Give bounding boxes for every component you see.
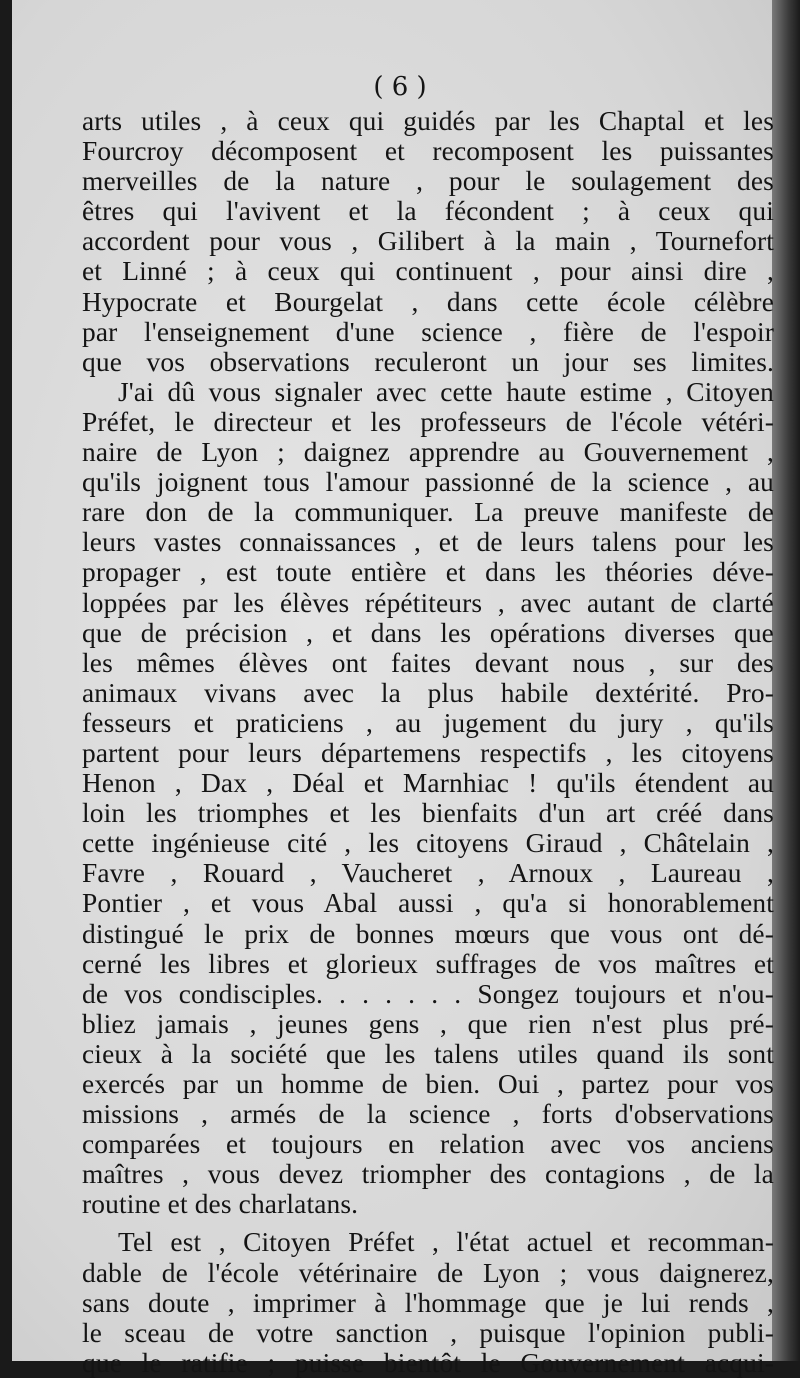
text-line: le sceau de votre sanction , puisque l'opinion publi-	[82, 1317, 774, 1348]
text-line: Préfet, le directeur et les professeurs de l'école vétéri-	[82, 406, 774, 437]
text-line: exercés par un homme de bien. Oui , partez pour vos	[82, 1069, 774, 1099]
text-line: dable de l'école vétérinaire de Lyon ; vous daignerez,	[82, 1257, 774, 1288]
text-line: cerné les libres et glorieux suffrages de vos maîtres et	[82, 948, 774, 979]
text-line: Fourcroy décomposent et recomposent les puissantes	[82, 136, 774, 167]
paragraph-2	[82, 377, 774, 1220]
text-line: les mêmes élèves ont faites devant nous , sur des	[82, 647, 774, 678]
text-line: de vos condisciples. . . . . . . Songez toujours et n'ou-	[82, 978, 774, 1009]
text-line: Pontier , et vous Abal aussi , qu'a si honorablement	[82, 888, 774, 919]
text-line: missions , armés de la science , forts d'observations	[82, 1099, 774, 1130]
text-line: merveilles de la nature , pour le soulagement des	[82, 166, 774, 197]
text-line: distingué le prix de bonnes mœurs que vous ont dé-	[82, 918, 774, 949]
text-line: rare don de la communiquer. La preuve manifeste de	[82, 497, 774, 528]
text-line: maîtres , vous devez triompher des contagions , de la	[82, 1159, 774, 1190]
text-line: sans doute , imprimer à l'hommage que je lui rends ,	[82, 1287, 774, 1318]
text-line: Tel est , Citoyen Préfet , l'état actuel et recomman-	[118, 1227, 774, 1258]
text-line: arts utiles , à ceux qui guidés par les Chaptal et les	[82, 106, 774, 136]
text-line: et Linné ; à ceux qui continuent , pour ainsi dire ,	[82, 256, 774, 287]
text-line: propager , est toute entière et dans les théories déve-	[82, 557, 774, 588]
text-line: comparées et toujours en relation avec vos anciens	[82, 1129, 774, 1160]
text-line: loin les triomphes et les bienfaits d'un art créé dans	[82, 798, 774, 829]
page-edge-shadow	[772, 0, 800, 1361]
page-number: ( 6 )	[373, 72, 427, 102]
text-line: J'ai dû vous signaler avec cette haute estime , Citoyen	[118, 376, 774, 407]
paragraph-1	[82, 106, 774, 377]
body-text	[82, 106, 774, 1378]
text-line: que vos observations reculeront un jour ses limites.	[82, 346, 774, 377]
text-line: que de précision , et dans les opérations diverses que	[82, 617, 774, 648]
text-line: accordent pour vous , Gilibert à la main , Tournefort	[82, 226, 774, 257]
text-line: animaux vivans avec la plus habile dextérité. Pro-	[82, 677, 774, 708]
text-line: bliez jamais , jeunes gens , que rien n'est plus pré-	[82, 1008, 774, 1039]
text-line: Hypocrate et Bourgelat , dans cette école célèbre	[82, 286, 774, 317]
text-line: naire de Lyon ; daignez apprendre au Gouvernement ,	[82, 437, 774, 468]
text-line: Favre , Rouard , Vaucheret , Arnoux , Laureau ,	[82, 858, 774, 889]
paragraph-3	[82, 1227, 774, 1377]
text-line: Henon , Dax , Déal et Marnhiac ! qu'ils étendent au	[82, 768, 774, 799]
text-line: leurs vastes connaissances , et de leurs talens pour les	[82, 527, 774, 558]
text-line: partent pour leurs départemens respectifs , les citoyens	[82, 737, 774, 768]
text-line: cieux à la société que les talens utiles quand ils sont	[82, 1038, 774, 1069]
text-line: qu'ils joignent tous l'amour passionné de la science , au	[82, 467, 774, 498]
text-line: loppées par les élèves répétiteurs , avec autant de clarté	[82, 587, 774, 618]
text-line: routine et des charlatans.	[82, 1189, 359, 1220]
text-line: cette ingénieuse cité , les citoyens Giraud , Châtelain ,	[82, 828, 774, 859]
text-line: êtres qui l'avivent et la fécondent ; à ceux qui	[82, 196, 774, 227]
text-line: fesseurs et praticiens , au jugement du jury , qu'ils	[82, 707, 774, 738]
text-line: par l'enseignement d'une science , fière de l'espoir	[82, 316, 774, 347]
text-line: que le ratifie ; puisse bientôt le Gouvernement acqui-	[82, 1347, 774, 1378]
